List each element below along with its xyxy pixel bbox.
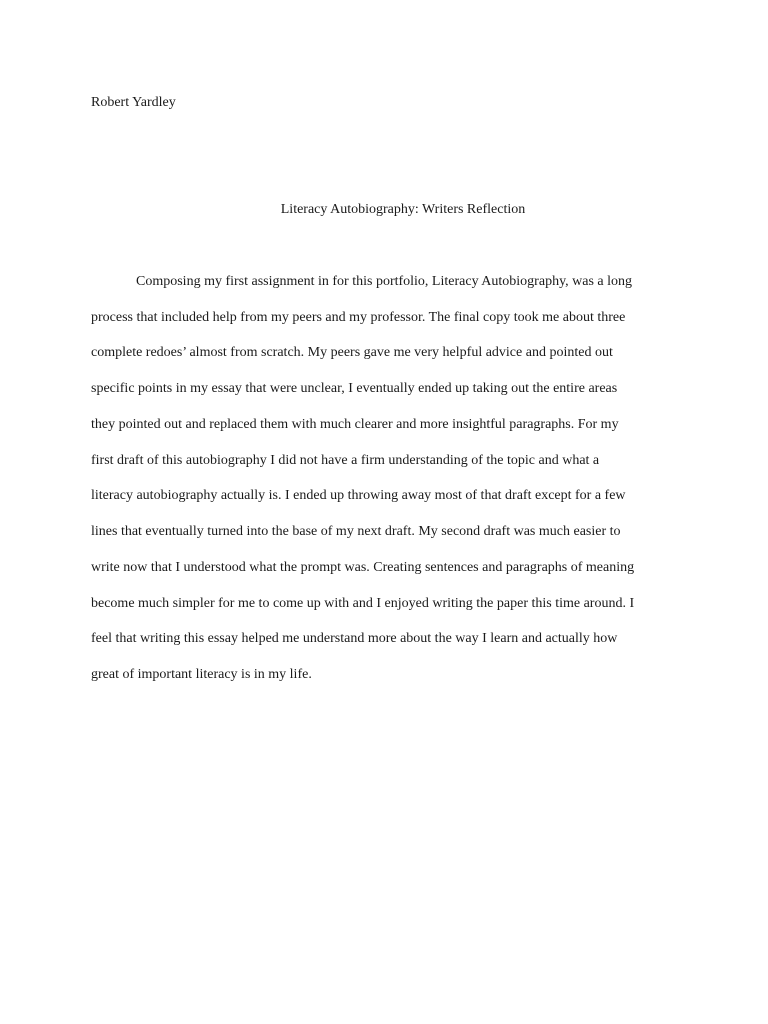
paragraph-line: great of important literacy is in my life. [91,667,312,682]
paragraph-line: lines that eventually turned into the base of my next draft. My second draft was much easier to [91,524,621,539]
paragraph-line: feel that writing this essay helped me understand more about the way I learn and actually how [91,631,618,646]
paragraph-line: specific points in my essay that were unclear, I eventually ended up taking out the entire areas [91,381,618,396]
paragraph-line: literacy autobiography actually is. I ended up throwing away most of that draft except for a few [91,488,626,503]
paragraph-line: become much simpler for me to come up with and I enjoyed writing the paper this time around. I [91,596,635,611]
paragraph-line: they pointed out and replaced them with much clearer and more insightful paragraphs. For my [91,417,619,432]
paragraph-line: first draft of this autobiography I did not have a firm understanding of the topic and what a [91,453,600,468]
paragraph-line: complete redoes’ almost from scratch. My peers gave me very helpful advice and pointed out [91,345,613,360]
paragraph-line: write now that I understood what the prompt was. Creating sentences and paragraphs of meaning [91,560,635,575]
paragraph-line: Composing my first assignment in for this portfolio, Literacy Autobiography, was a long [136,274,633,289]
paragraph-line: process that included help from my peers and my professor. The final copy took me about three [91,310,626,325]
document-title: Literacy Autobiography: Writers Reflection [280,202,526,217]
author-name: Robert Yardley [91,95,176,110]
